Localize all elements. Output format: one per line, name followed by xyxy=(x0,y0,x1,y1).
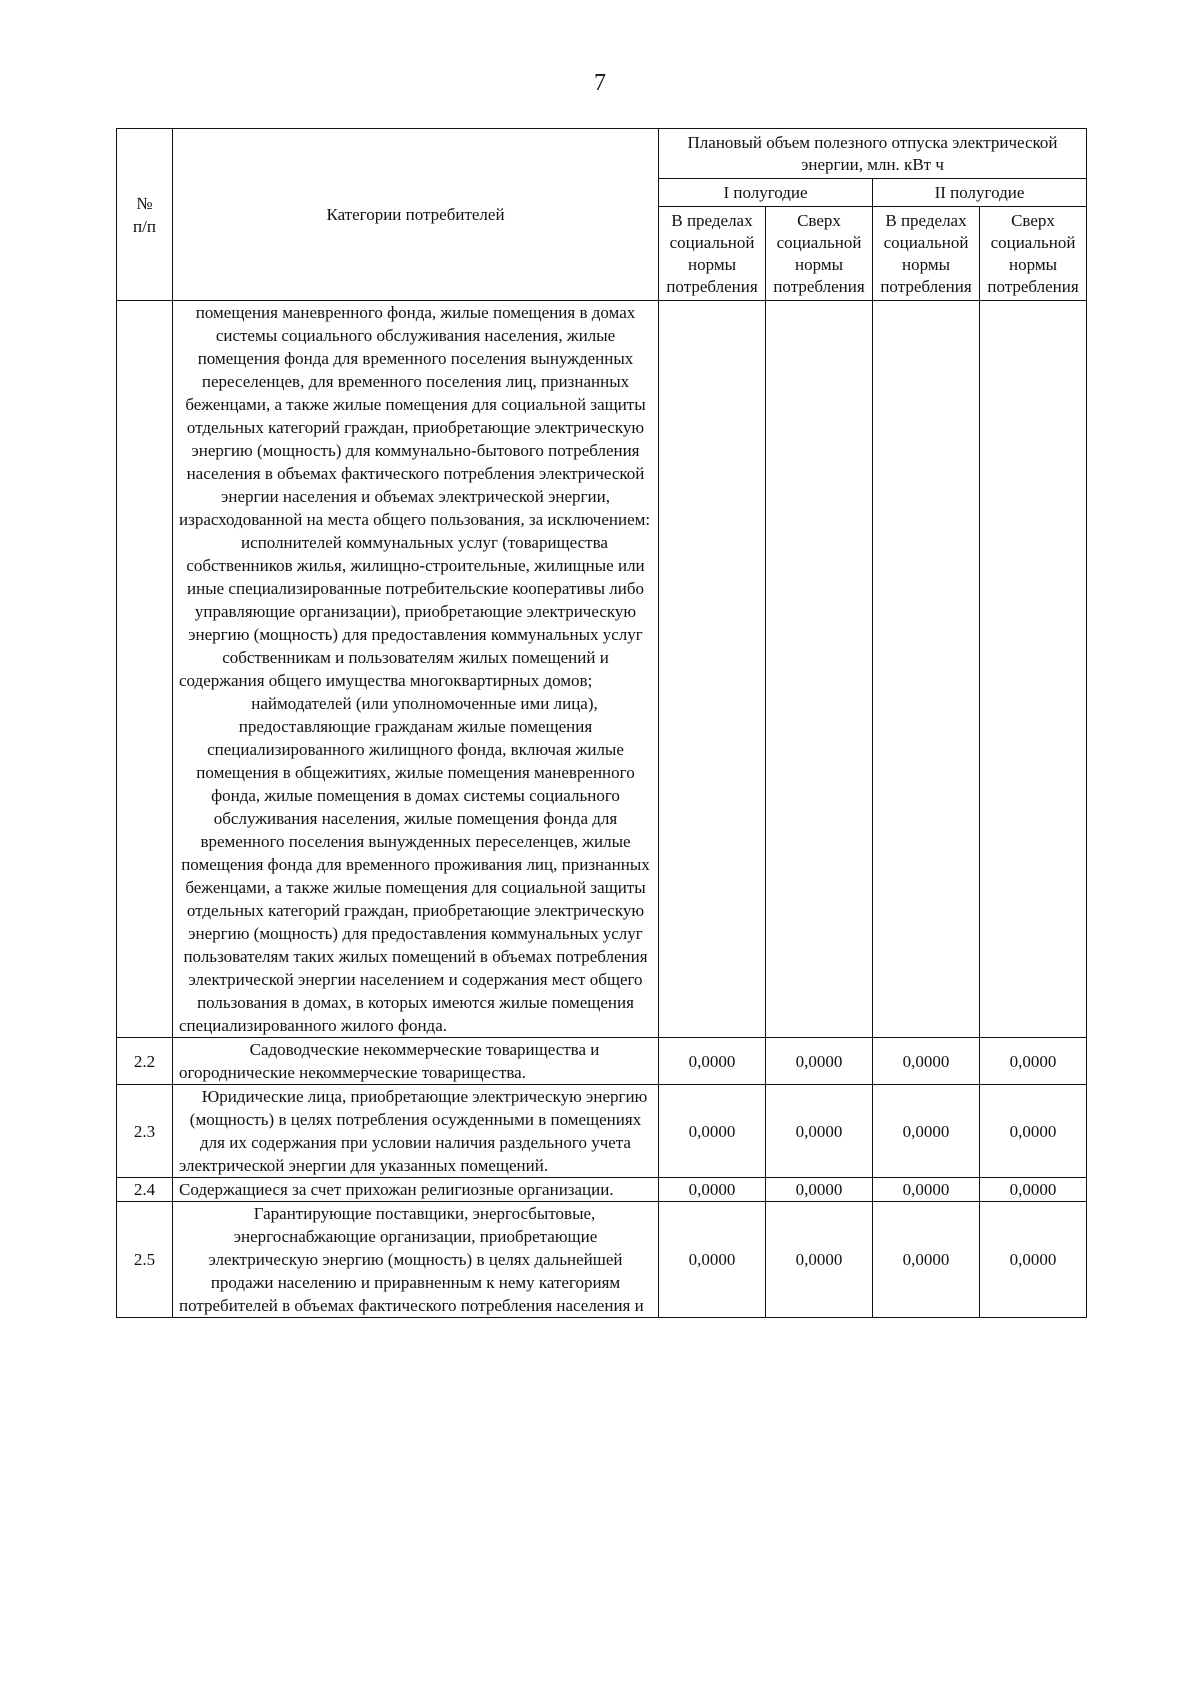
header-number-sign: № xyxy=(136,193,153,213)
page-number: 7 xyxy=(594,70,606,96)
row-paragraph: Гарантирующие поставщики, энергосбытовые, энергоснабжающие организации, приобретающие электрическую энергию (мощность) в целях дальнейшей продажи населению и приравненным к нему категориям потребителей в объемах фактического потребления населения и xyxy=(179,1204,644,1315)
row-number: 2.4 xyxy=(117,1178,173,1202)
table-row xyxy=(117,1085,1087,1178)
row-value: 0,0000 xyxy=(980,1202,1087,1318)
row-value: 0,0000 xyxy=(873,1178,980,1202)
row-description xyxy=(173,301,659,1038)
row-value: 0,0000 xyxy=(980,1178,1087,1202)
row-number: 2.5 xyxy=(117,1202,173,1318)
table-row xyxy=(117,1202,1087,1318)
row-value xyxy=(873,301,980,1038)
row-value: 0,0000 xyxy=(766,1038,873,1085)
row-value: 0,0000 xyxy=(873,1202,980,1318)
header-half-2: II полугодие xyxy=(873,179,1087,207)
row-value: 0,0000 xyxy=(766,1178,873,1202)
row-paragraph: Содержащиеся за счет прихожан религиозные организации. xyxy=(179,1180,614,1199)
row-value: 0,0000 xyxy=(659,1085,766,1178)
row-value: 0,0000 xyxy=(659,1202,766,1318)
row-description xyxy=(173,1038,659,1085)
row-paragraph: наймодателей (или уполномоченные ими лица), предоставляющие гражданам жилые помещения специализированного жилищного фонда, включая жилые помещения в общежитиях, жилые помещения маневренного фонда, жилые помещения в домах системы социального обслуживания населения, жилые помещения фонда для временного поселения вынужденных переселенцев, жилые помещения фонда для временного проживания лиц, признанных беженцами, а также жилые помещения для социальной защиты отдельных категорий граждан, приобретающие электрическую энергию (мощность) для предоставления коммунальных услуг пользователям таких жилых помещений в объемах потребления электрической энергии населением и содержания мест общего пользования в домах, в которых имеются жилые помещения специализированного жилого фонда. xyxy=(179,694,650,1035)
header-number-abbr: п/п xyxy=(133,216,156,236)
row-value xyxy=(980,301,1087,1038)
row-description xyxy=(173,1202,659,1318)
row-number: 2.3 xyxy=(117,1085,173,1178)
row-value: 0,0000 xyxy=(659,1178,766,1202)
table-row xyxy=(117,1038,1087,1085)
row-value: 0,0000 xyxy=(980,1038,1087,1085)
row-value xyxy=(659,301,766,1038)
row-number xyxy=(117,301,173,1038)
row-paragraph: исполнителей коммунальных услуг (товарищества собственников жилья, жилищно-строительные, жилищные или иные специализированные потребительские кооперативы либо управляющие организации), приобретающие электрическую энергию (мощность) для предоставления коммунальных услуг собственникам и пользователям жилых помещений и содержания общего имущества многоквартирных домов; xyxy=(179,533,645,690)
row-value xyxy=(766,301,873,1038)
consumption-table xyxy=(116,128,1087,1318)
header-category: Категории потребителей xyxy=(173,129,659,301)
row-paragraph: Юридические лица, приобретающие электрическую энергию (мощность) в целях потребления осужденными в помещениях для их содержания при условии наличия раздельного учета электрической энергии для указанных помещений. xyxy=(179,1087,648,1175)
header-number xyxy=(117,129,173,301)
row-value: 0,0000 xyxy=(659,1038,766,1085)
header-col-4: Сверх социальной нормы потребления xyxy=(980,207,1087,301)
table-row xyxy=(117,301,1087,1038)
row-value: 0,0000 xyxy=(873,1038,980,1085)
header-half-1: I полугодие xyxy=(659,179,873,207)
row-value: 0,0000 xyxy=(766,1085,873,1178)
header-col-3: В пределах социальной нормы потребления xyxy=(873,207,980,301)
table-row xyxy=(117,1178,1087,1202)
row-number: 2.2 xyxy=(117,1038,173,1085)
row-description xyxy=(173,1085,659,1178)
header-plan-title: Плановый объем полезного отпуска электрической энергии, млн. кВт ч xyxy=(659,129,1087,179)
row-paragraph: Садоводческие некоммерческие товарищества и огороднические некоммерческие товарищества. xyxy=(179,1040,600,1082)
row-value: 0,0000 xyxy=(766,1202,873,1318)
row-paragraph: помещения маневренного фонда, жилые помещения в домах системы социального обслуживания населения, жилые помещения фонда для временного поселения вынужденных переселенцев, для временного поселения лиц, признанных беженцами, а также жилые помещения для социальной защиты отдельных категорий граждан, приобретающие электрическую энергию (мощность) для коммунально-бытового потребления населения в объемах фактического потребления электрической энергии населения и объемах электрической энергии, израсходованной на места общего пользования, за исключением: xyxy=(179,303,651,529)
header-col-2: Сверх социальной нормы потребления xyxy=(766,207,873,301)
header-col-1: В пределах социальной нормы потребления xyxy=(659,207,766,301)
row-description xyxy=(173,1178,659,1202)
row-value: 0,0000 xyxy=(980,1085,1087,1178)
row-value: 0,0000 xyxy=(873,1085,980,1178)
